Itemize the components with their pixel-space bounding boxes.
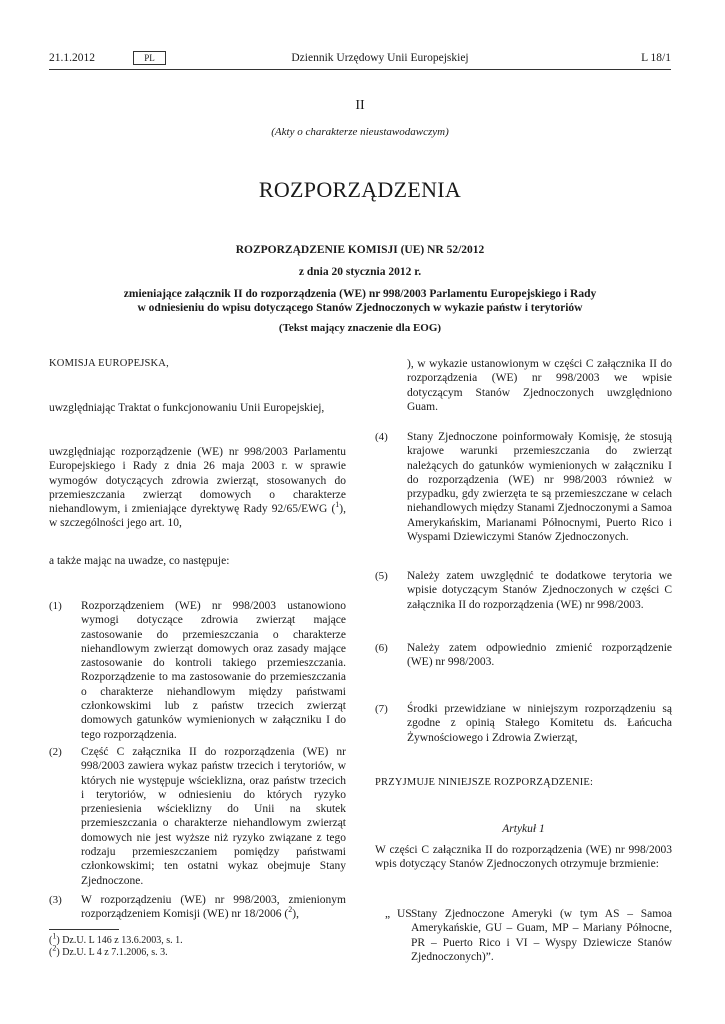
- preamble-regulation-ref: [49, 445, 346, 531]
- footnote-ref-2[interactable]: 2: [288, 905, 293, 915]
- page-reference: L 18/1: [641, 52, 671, 64]
- footnote-1-number: 1: [52, 931, 57, 941]
- recital-2-number: (2): [49, 746, 62, 758]
- article-1-title: Artykuł 1: [502, 823, 545, 835]
- eea-note: (Tekst mający znaczenie dla EOG): [278, 322, 442, 334]
- header-rule: [49, 69, 671, 70]
- regulation-date: z dnia 20 stycznia 2012 r.: [298, 266, 422, 278]
- regulation-subject-line-2: w odniesieniu do wpisu dotyczącego Stanów Zjednoczonych w wykazie państw i terytoriów: [137, 302, 583, 314]
- language-badge: PL: [133, 51, 166, 65]
- recital-6-text: Należy zatem odpowiednio zmienić rozporządzenie (WE) nr 998/2003.: [407, 642, 672, 669]
- commission-label: KOMISJA EUROPEJSKA,: [49, 358, 169, 369]
- regulation-subject-line-1: zmieniające załącznik II do rozporządzenia (WE) nr 998/2003 Parlamentu Europejskiego i Rady: [123, 288, 597, 300]
- footnote-ref-1[interactable]: 1: [335, 500, 340, 510]
- footnote-2: ($^2$) Dz.U. L 4 z 7.1.2006, s. 3.: [49, 943, 168, 958]
- recital-5-text: Należy zatem uwzględnić te dodatkowe terytoria we wpisie dotyczącym Stanów Zjednoczonych w części C załącznika II do rozporządzenia (WE) nr 998/2003.: [407, 570, 672, 611]
- recital-3-number: (3): [49, 894, 62, 906]
- preamble-treaty: uwzględniając Traktat o funkcjonowaniu Unii Europejskiej,: [49, 402, 325, 414]
- recital-4-number: (4): [375, 431, 388, 443]
- section-number: II: [355, 98, 365, 113]
- section-subtitle: (Akty o charakterze nieustawodawczym): [271, 126, 449, 138]
- header-date: 21.1.2012: [49, 52, 95, 64]
- recital-4-text: Stany Zjednoczone poinformowały Komisję, że stosują krajowe warunki przemieszczania do zwierząt należących do gatunków wymienionych w załączniku I do rozporządzenia (WE) nr 998/2003 również w przypadku, gdy zwierzęta te są przemieszczane w celach niehandlowych między Stanami Zjednoczonymi a Samoa Amerykańskim, Marianami Północnymi, Puerto Rico i Wyspami Dziewiczymi Stanów Zjednoczonych.: [407, 431, 672, 544]
- adoption-formula: PRZYJMUJE NINIEJSZE ROZPORZĄDZENIE:: [375, 777, 594, 788]
- quote-open-mark: „: [385, 908, 391, 920]
- footnote-rule: [49, 929, 119, 930]
- recital-1-text: Rozporządzeniem (WE) nr 998/2003 ustanowiono wymogi dotyczące zdrowia zwierząt mające zastosowanie do przemieszczania o charakterze niehandlowym zwierząt domowych oraz zasady mające zastosowanie do kontroli takiego przemieszczania. Rozporządzenie to ma zastosowanie do przemieszczania o charakterze niehandlowym między państwami członkowskimi lub z państw trzecich zwierząt domowych gatunków wymienionych w załączniku I do tego rozporządzenia.: [81, 600, 346, 741]
- recital-3-text-start: W rozporządzeniu (WE) nr 998/2003, zmienionym rozporządzeniem Komisji (WE) nr 18/2006 ($^2$),: [81, 894, 346, 921]
- regulation-title: ROZPORZĄDZENIE KOMISJI (UE) NR 52/2012: [235, 244, 485, 256]
- recital-2-text: Część C załącznika II do rozporządzenia (WE) nr 998/2003 zawiera wykaz państw trzecich i terytoriów, w których nie występuje wścieklizna, oraz państw trzecich i terytoriów, w odniesieniu do których ryzyko przeniesienia wścieklizny do Unii na skutek przemieszczania o charakterze niehandlowym zwierząt domowych nie jest wyższe niż ryzyko związane z tego rodzaju przemieszczaniem pomiędzy państwami członkowskimi; ten ostatni wykaz obejmuje Stany Zjednoczone.: [81, 746, 346, 887]
- journal-name: Dziennik Urzędowy Unii Europejskiej: [291, 52, 469, 64]
- recital-7-number: (7): [375, 703, 388, 715]
- recital-1-number: (1): [49, 600, 62, 612]
- footnote-1: ($^1$) Dz.U. L 146 z 13.6.2003, s. 1.: [49, 931, 183, 946]
- recital-3-part-a: W rozporządzeniu (WE) nr 998/2003, zmienionym rozporządzeniem Komisji (WE) nr 18/2006 (: [81, 894, 346, 921]
- preamble-whereas: a także mając na uwadze, co następuje:: [49, 555, 230, 567]
- recital-3-text-continued: ), w wykazie ustanowionym w części C załącznika II do rozporządzenia (WE) nr 998/2003 we wpisie dotyczącym Stanów Zjednoczonych uwzględniono Guam.: [407, 358, 672, 413]
- article-1-intro: W części C załącznika II do rozporządzenia (WE) nr 998/2003 wpis dotyczący Stanów Zjednoczonych otrzymuje brzmienie:: [375, 844, 672, 871]
- recital-6-number: (6): [375, 642, 388, 654]
- footnote-2-text: Dz.U. L 4 z 7.1.2006, s. 3.: [62, 947, 168, 958]
- section-title: ROZPORZĄDZENIA: [258, 177, 462, 202]
- country-code-us: US: [397, 908, 412, 920]
- recital-7-text: Środki przewidziane w niniejszym rozporządzeniu są zgodne z opinią Stałego Komitetu ds. Łańcucha Żywnościowego i Zdrowia Zwierząt,: [407, 703, 672, 744]
- preamble-ref-part-b: ), w szczególności jego art. 10,: [49, 503, 346, 530]
- regulation-subject: [49, 287, 671, 315]
- recital-5-number: (5): [375, 570, 388, 582]
- us-entry-text: Stany Zjednoczone Ameryki (w tym AS – Samoa Amerykańskie, GU – Guam, MP – Mariany Północne, PR – Puerto Rico i VI – Wyspy Dziewicze Stanów Zjednoczonych)”.: [411, 908, 672, 963]
- footnote-2-number: 2: [52, 943, 57, 953]
- footnote-1-text: Dz.U. L 146 z 13.6.2003, s. 1.: [62, 935, 183, 946]
- preamble-ref-part-a: uwzględniając rozporządzenie (WE) nr 998/2003 Parlamentu Europejskiego i Rady z dnia 26 maja 2003 r. w sprawie wymogów dotyczących zdrowia zwierząt, stosowanych do przemieszczania zwierząt domowych o charakterze niehandlowym, i zmieniające dyrektywę Rady 92/65/EWG (: [49, 446, 346, 516]
